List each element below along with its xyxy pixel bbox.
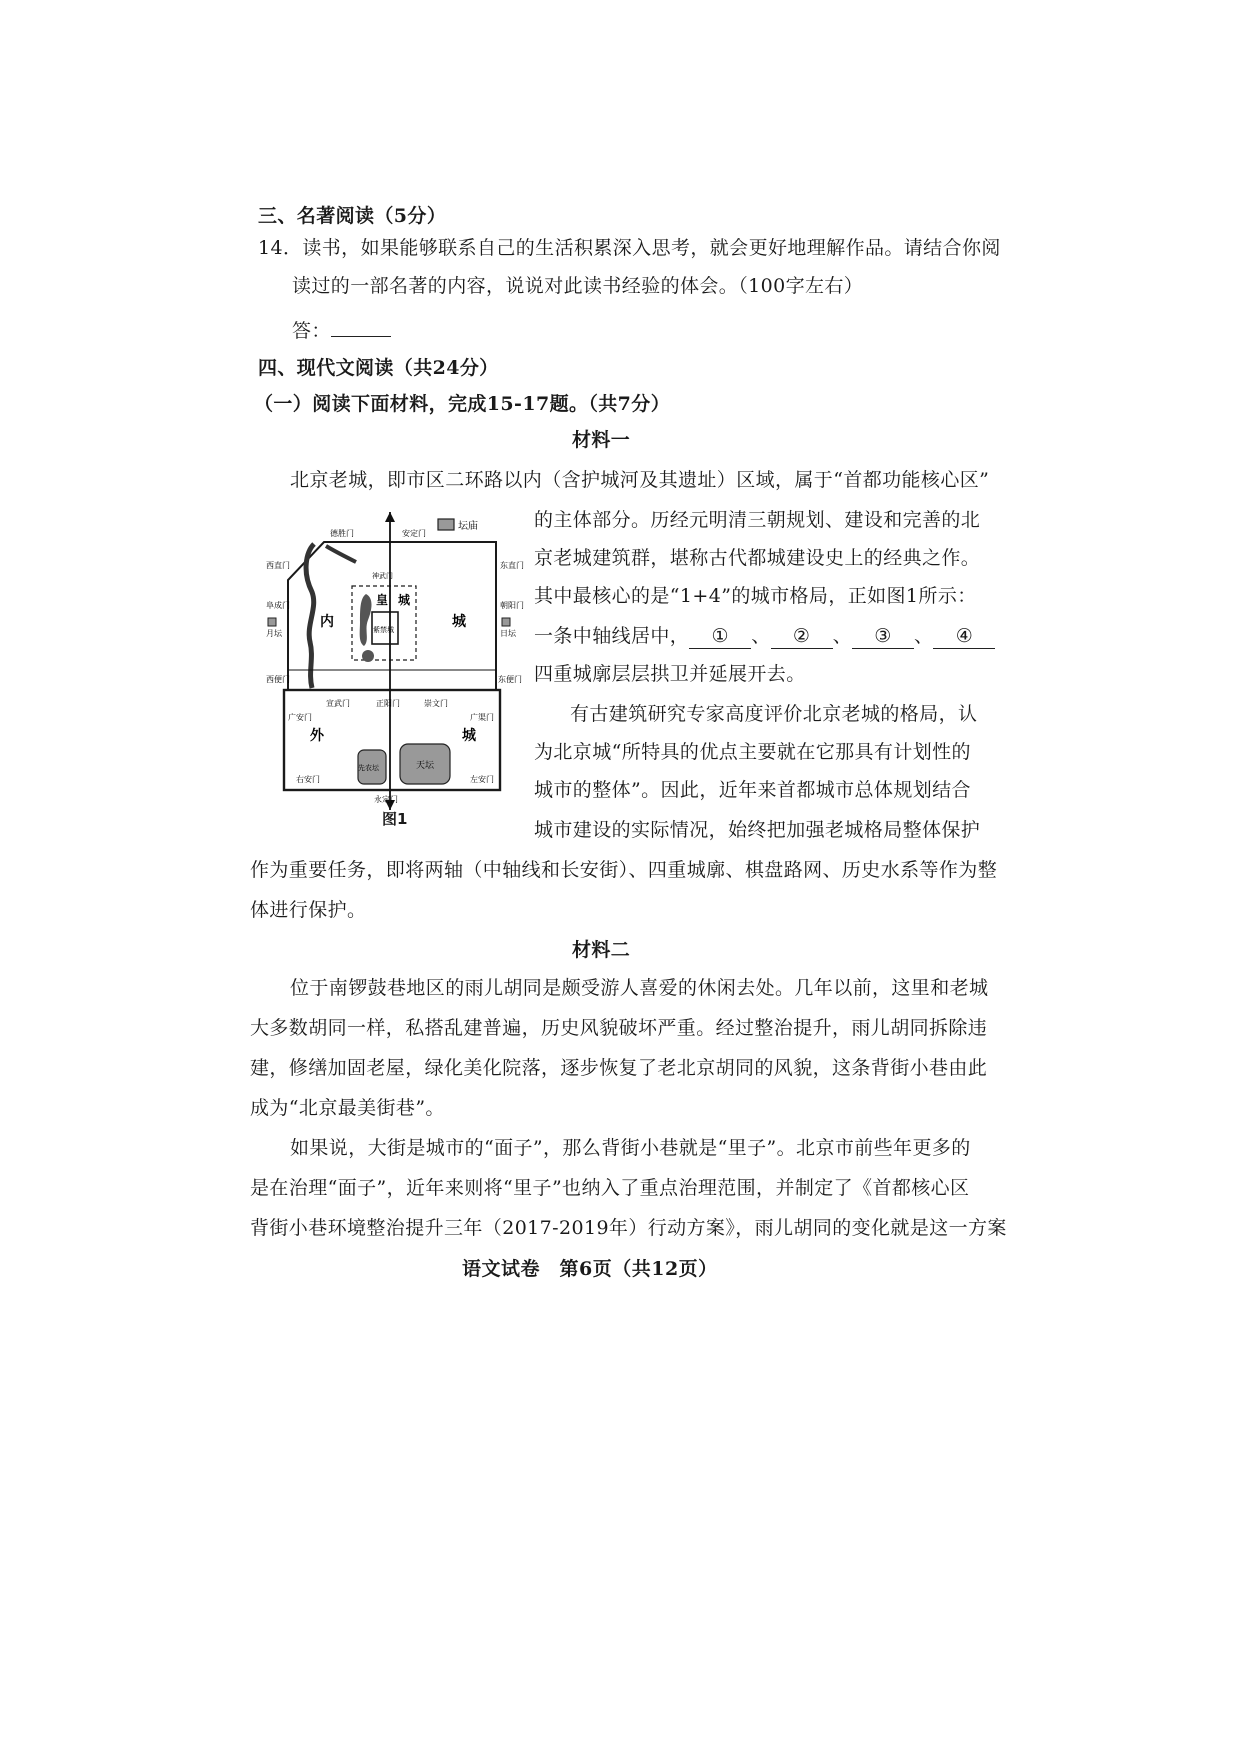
section-heading-3: 三、名著阅读（5分） <box>258 205 447 227</box>
material-1-line: 作为重要任务，即将两轴（中轴线和长安街）、四重城廓、棋盘路网、历史水系等作为整 <box>250 859 998 881</box>
gate-dongzhimen: 东直门 <box>500 561 524 570</box>
material-2-line: 背街小巷环境整治提升三年（2017-2019年）行动方案》，雨儿胡同的变化就是这一方案 <box>250 1217 1007 1239</box>
legend-label: 坛庙 <box>458 521 478 532</box>
beijing-old-city-map <box>266 512 526 812</box>
material-1-line-blanks <box>534 624 995 649</box>
separator: 、 <box>832 625 853 647</box>
gate-xizhimen: 西直门 <box>266 561 290 570</box>
gate-andingmen: 安定门 <box>402 529 426 538</box>
central-lakes <box>360 594 372 646</box>
material-2-line: 是在治理“面子”，近年来则将“里子”也纳入了重点治理范围，并制定了《首都核心区 <box>250 1177 970 1199</box>
material-1-line: 北京老城，即市区二环路以内（含护城河及其遗址）区域，属于“首都功能核心区” <box>290 469 990 491</box>
gate-deshengmen: 德胜门 <box>330 529 354 538</box>
question-14-line-1: 14．读书，如果能够联系自己的生活积累深入思考，就会更好地理解作品。请结合你阅 <box>258 237 1001 259</box>
label-cheng-inner: 城 <box>452 614 466 630</box>
separator: 、 <box>914 625 934 647</box>
answer-label: 答： <box>292 320 331 342</box>
material-1-line: 的主体部分。历经元明清三朝规划、建设和完善的北 <box>534 509 981 531</box>
gate-xibianmen: 西便门 <box>266 675 290 684</box>
gate-zhengyangmen: 正阳门 <box>376 699 400 708</box>
section-heading-4: 四、现代文阅读（共24分） <box>258 357 499 379</box>
blank-2[interactable]: ② <box>771 624 833 649</box>
material-2-line: 成为“北京最美街巷”。 <box>250 1097 445 1119</box>
label-tiantan: 天坛 <box>416 761 435 771</box>
gate-guanganmen: 广安门 <box>288 713 312 722</box>
gate-youanmen: 右安门 <box>296 775 320 784</box>
gate-chongwenmen: 崇文门 <box>424 699 448 708</box>
page-footer: 语文试卷 第6页（共12页） <box>462 1258 718 1280</box>
material-1-line: 城市的整体”。因此，近年来首都城市总体规划结合 <box>534 779 971 801</box>
blank-4[interactable]: ④ <box>933 624 995 649</box>
label-huang: 皇 <box>376 593 389 607</box>
material-1-line: 为北京城“所特具的优点主要就在它那具有计划性的 <box>534 741 971 763</box>
gate-shenwumen: 神武门 <box>372 572 393 580</box>
legend-swatch <box>438 519 454 530</box>
gate-zuoanmen: 左安门 <box>470 775 494 784</box>
material-2-line: 如果说，大街是城市的“面子”，那么背街小巷就是“里子”。北京市前些年更多的 <box>290 1137 971 1159</box>
material-1-line: 其中最核心的是“1+4”的城市格局，正如图1所示： <box>534 585 977 607</box>
gate-dongbianmen: 东便门 <box>498 675 522 684</box>
label-xiannongtan: 先农坛 <box>358 764 379 772</box>
blank-3[interactable]: ③ <box>852 624 914 649</box>
material-1-line: 京老城建筑群，堪称古代都城建设史上的经典之作。 <box>534 547 981 569</box>
separator: 、 <box>751 625 771 647</box>
label-wai: 外 <box>310 728 324 744</box>
gate-guangqumen: 广渠门 <box>470 713 494 722</box>
ritan-altar <box>502 618 510 626</box>
answer-line <box>292 318 391 343</box>
label-ritan: 日坛 <box>500 629 516 638</box>
answer-blank[interactable] <box>331 318 391 337</box>
material-1-line: 四重城廓层层拱卫并延展开去。 <box>534 663 806 685</box>
subsection-1-heading: （一）阅读下面材料，完成15-17题。（共7分） <box>254 393 671 415</box>
material-2-line: 建，修缮加固老屋，绿化美化院落，逐步恢复了老北京胡同的风貌，这条背街小巷由此 <box>250 1057 988 1079</box>
label-yuetan: 月坛 <box>266 629 282 638</box>
south-lake <box>362 650 374 662</box>
label-cheng-imperial: 城 <box>398 593 411 607</box>
material-2-line: 位于南锣鼓巷地区的雨儿胡同是颇受游人喜爱的休闲去处。几年以前，这里和老城 <box>290 977 989 999</box>
north-waterway <box>326 546 356 562</box>
gate-chaoyangmen: 朝阳门 <box>500 601 524 610</box>
material-1-line: 体进行保护。 <box>250 899 367 921</box>
material-1-title: 材料一 <box>572 429 631 451</box>
yuetan-altar <box>268 618 276 626</box>
gate-yongdingmen: 永定门 <box>374 795 398 804</box>
figure-caption: 图1 <box>382 810 408 828</box>
label-nei: 内 <box>320 614 334 630</box>
material-2-title: 材料二 <box>572 939 631 961</box>
gate-xuanwumen: 宣武门 <box>326 699 350 708</box>
blank-1[interactable]: ① <box>689 624 751 649</box>
material-1-line: 有古建筑研究专家高度评价北京老城的格局，认 <box>570 703 978 725</box>
axis-arrow-top <box>385 512 395 522</box>
label-cheng-outer: 城 <box>462 728 476 744</box>
question-14-line-2: 读过的一部名著的内容，说说对此读书经验的体会。（100字左右） <box>292 275 864 297</box>
west-waterway <box>306 544 314 688</box>
blank-intro: 一条中轴线居中， <box>534 625 690 647</box>
gate-fuchengmen: 阜成门 <box>266 601 290 610</box>
material-2-line: 大多数胡同一样，私搭乱建普遍，历史风貌破坏严重。经过整治提升，雨儿胡同拆除违 <box>250 1017 988 1039</box>
label-zijincheng: 紫禁城 <box>373 626 394 634</box>
material-1-line: 城市建设的实际情况，始终把加强老城格局整体保护 <box>534 819 981 841</box>
